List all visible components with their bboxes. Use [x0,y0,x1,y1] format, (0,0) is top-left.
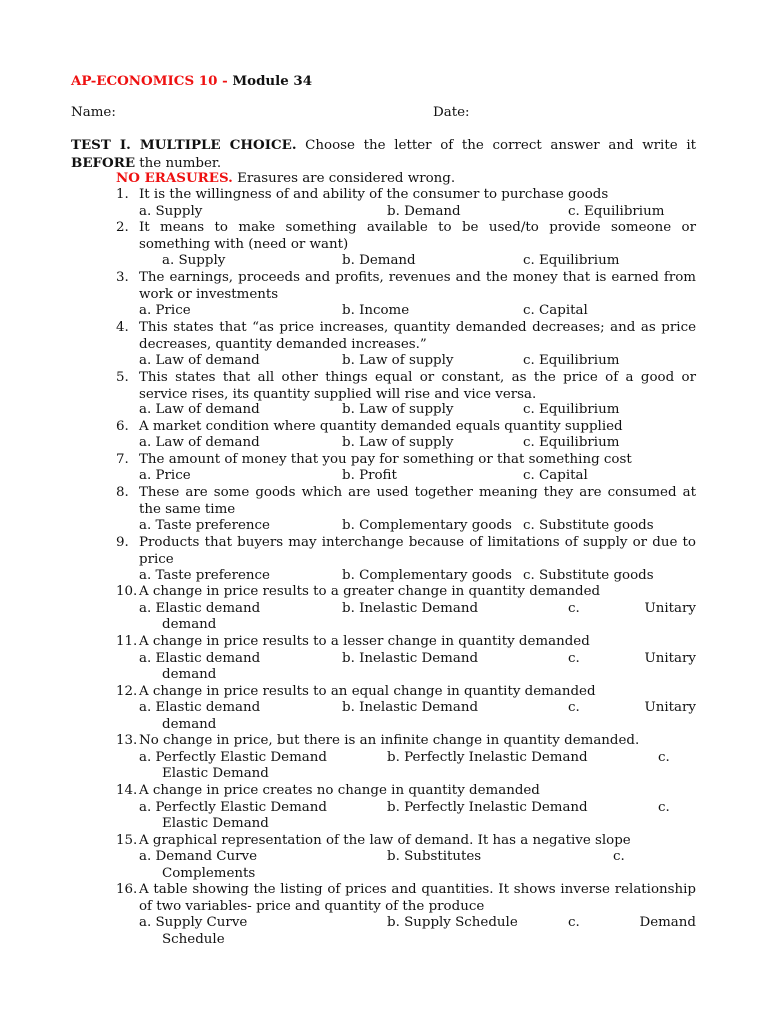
question-item [116,452,696,469]
option-c-letter: c. [613,849,625,864]
option-c: Unitary [644,601,696,616]
option-c: c. Capital [523,468,588,483]
option-a: a. Law of demand [139,435,260,450]
question-item [116,220,696,253]
option-c: Unitary [644,700,696,715]
question-number: 2. [116,220,129,235]
option-c: c. Substitute goods [523,568,654,583]
option-a: a. Elastic demand [139,700,261,715]
option-b: b. Law of supply [342,353,454,368]
question-item [116,833,696,850]
option-a: a. Supply Curve [139,915,248,930]
question-text: A graphical representation of the law of demand. It has a negative slope [139,833,631,848]
option-a: a. Price [139,468,191,483]
question-number: 8. [116,485,129,500]
name-label: Name: [71,105,116,120]
no-erasures-label: NO ERASURES. [116,170,233,186]
option-a: a. Supply [162,253,226,268]
instructions [71,137,696,172]
module-label: Module 34 [232,73,313,89]
question-text: The amount of money that you pay for something or that something cost [139,452,632,467]
question-number: 12. [116,684,138,699]
question-number: 16. [116,882,138,897]
document-title [71,73,312,90]
question-number: 3. [116,270,129,285]
option-b: b. Inelastic Demand [342,601,479,616]
question-text: A change in price creates no change in quantity demanded [139,783,540,798]
option-a: a. Taste preference [139,518,270,533]
question-item [116,270,696,303]
question-text: This states that all other things equal or constant, as the price of a good or service rises, its quantity supplied will rise and vice versa. [139,370,696,402]
question-text: A change in price results to an equal change in quantity demanded [139,684,596,699]
instructions-text-end: the number. [135,155,222,171]
option-c: c. Equilibrium [523,353,620,368]
question-item [116,370,696,403]
option-b: b. Perfectly Inelastic Demand [387,750,588,765]
option-a: a. Elastic demand [139,651,261,666]
option-b: b. Complementary goods [342,518,512,533]
option-b: b. Law of supply [342,402,454,417]
question-item [116,684,696,701]
question-text: A market condition where quantity demanded equals quantity supplied [139,419,623,434]
option-b: b. Supply Schedule [387,915,518,930]
date-label: Date: [433,105,470,120]
option-a: a. Taste preference [139,568,270,583]
option-a: a. Supply [139,204,203,219]
option-b: b. Demand [387,204,461,219]
option-a: a. Demand Curve [139,849,258,864]
question-number: 1. [116,187,129,202]
question-text: No change in price, but there is an infinite change in quantity demanded. [139,733,640,748]
option-c: Unitary [644,651,696,666]
question-item [116,783,696,800]
option-c-continued: demand [162,617,217,632]
option-a: a. Perfectly Elastic Demand [139,750,327,765]
option-c: c. Substitute goods [523,518,654,533]
question-text: Products that buyers may interchange because of limitations of supply or due to price [139,535,696,567]
option-c: Elastic Demand [162,766,269,781]
option-b: b. Demand [342,253,416,268]
test-title: TEST I. MULTIPLE CHOICE. [71,137,297,153]
option-c: c. Equilibrium [523,253,620,268]
question-item [116,733,696,750]
question-item [116,187,696,204]
option-b: b. Profit [342,468,397,483]
question-text: These are some goods which are used together meaning they are consumed at the same time [139,485,696,517]
option-c-letter: c. [658,800,670,815]
option-b: b. Inelastic Demand [342,651,479,666]
question-text: This states that “as price increases, quantity demanded decreases; and as price decreases, quantity demanded increases.” [139,320,696,352]
question-number: 6. [116,419,129,434]
question-item [116,535,696,568]
option-c-letter: c. [568,601,580,616]
option-a: a. Law of demand [139,353,260,368]
question-number: 5. [116,370,129,385]
question-number: 11. [116,634,138,649]
option-a: a. Elastic demand [139,601,261,616]
question-text: A table showing the listing of prices and quantities. It shows inverse relationship of two variables- price and quantity of the produce [139,882,696,914]
option-c-letter: c. [568,700,580,715]
option-c: c. Equilibrium [523,402,620,417]
question-number: 4. [116,320,129,335]
question-number: 9. [116,535,129,550]
question-item [116,320,696,353]
option-c: Complements [162,866,256,881]
question-text: It is the willingness of and ability of the consumer to purchase goods [139,187,609,202]
option-c-continued: demand [162,667,217,682]
no-erasures-note [116,170,455,188]
option-a: a. Price [139,303,191,318]
question-number: 15. [116,833,138,848]
option-c-letter: c. [658,750,670,765]
option-b: b. Law of supply [342,435,454,450]
option-b: b. Perfectly Inelastic Demand [387,800,588,815]
question-text: It means to make something available to be used/to provide someone or something with (need or want) [139,220,696,252]
option-c: c. Equilibrium [568,204,665,219]
question-number: 7. [116,452,129,467]
subject-label: AP-ECONOMICS 10 - [71,73,233,89]
no-erasures-text: Erasures are considered wrong. [232,171,456,186]
question-text: A change in price results to a greater change in quantity demanded [139,584,601,599]
option-c-continued: demand [162,717,217,732]
option-b: b. Inelastic Demand [342,700,479,715]
option-c: Elastic Demand [162,816,269,831]
option-a: a. Perfectly Elastic Demand [139,800,327,815]
question-number: 14. [116,783,138,798]
option-c-continued: Schedule [162,932,225,947]
option-b: b. Complementary goods [342,568,512,583]
before-emphasis: BEFORE [71,154,136,171]
option-a: a. Law of demand [139,402,260,417]
option-c: c. Capital [523,303,588,318]
question-item [116,634,696,651]
question-number: 13. [116,733,138,748]
option-c: c. Equilibrium [523,435,620,450]
question-item [116,882,696,915]
option-c: Demand [639,915,696,930]
question-item [116,584,696,601]
question-item [116,485,696,518]
option-b: b. Substitutes [387,849,482,864]
option-c-letter: c. [568,915,580,930]
question-text: A change in price results to a lesser change in quantity demanded [139,634,590,649]
option-b: b. Income [342,303,410,318]
question-item [116,419,696,436]
question-text: The earnings, proceeds and profits, revenues and the money that is earned from work or investments [139,270,696,302]
instructions-text: Choose the letter of the correct answer and write it [296,138,696,153]
option-c-letter: c. [568,651,580,666]
question-number: 10. [116,584,138,599]
